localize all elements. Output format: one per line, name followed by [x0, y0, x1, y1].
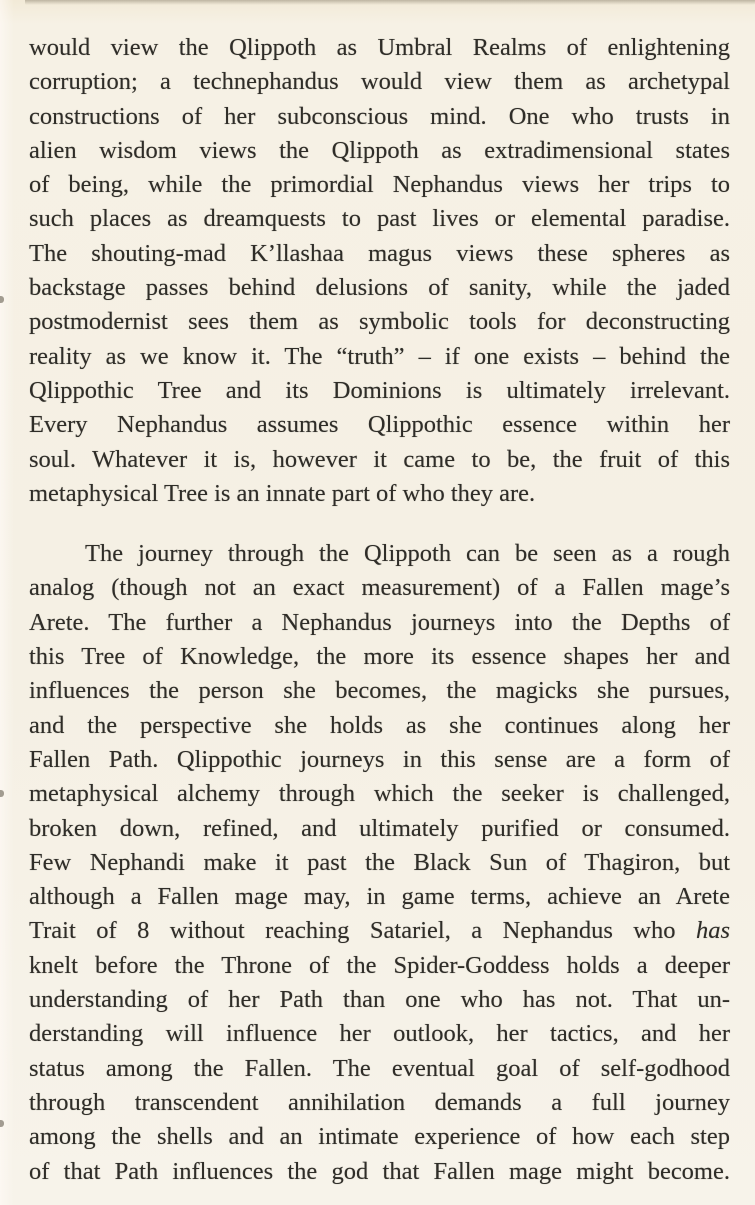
text-line: analog (though not an exact measurement) of a Fallen mage’s: [29, 574, 730, 602]
text-line: through transcendent annihilation demands a full journey: [29, 1088, 730, 1116]
text-line: of being, while the primordial Nephandus views her trips to: [29, 171, 730, 199]
text-line: Qlippothic Tree and its Dominions is ultimately irrelevant.: [29, 376, 730, 404]
text-line: backstage passes behind delusions of sanity, while the jaded: [29, 274, 730, 302]
text-line: knelt before the Throne of the Spider-Goddess holds a deeper: [29, 951, 730, 979]
text-line: alien wisdom views the Qlippoth as extradimensional states: [29, 136, 730, 164]
italic-word: has: [695, 917, 730, 945]
text-line: status among the Fallen. The eventual goal of self-godhood: [29, 1054, 730, 1082]
scan-edge-top: [25, 0, 755, 5]
body-text: [29, 31, 730, 1189]
text-line: of that Path influences the god that Fallen mage might become.: [29, 1157, 730, 1185]
text-line: Fallen Path. Qlippothic journeys in this sense are a form of: [29, 745, 730, 773]
text-line: would view the Qlippoth as Umbral Realms of enlightening: [29, 34, 730, 61]
text-line: corruption; a technephandus would view them as archetypal: [29, 68, 730, 96]
text-line: Trait of 8 without reaching Satariel, a Nephandus who has: [29, 917, 730, 945]
text-line: such places as dreamquests to past lives or elemental paradise.: [29, 205, 730, 233]
text-line: postmodernist sees them as symbolic tools for deconstructing: [29, 308, 730, 336]
text-line: soul. Whatever it is, however it came to be, the fruit of this: [29, 445, 730, 473]
text-line: this Tree of Knowledge, the more its essence shapes her and: [29, 643, 730, 671]
text-line: metaphysical alchemy through which the seeker is challenged,: [29, 780, 730, 808]
paragraph: [29, 31, 730, 511]
scan-artifact: [0, 1120, 4, 1127]
text-line: and the perspective she holds as she continues along her: [29, 711, 730, 739]
paragraph: [29, 537, 730, 1189]
text-line: constructions of her subconscious mind. One who trusts in: [29, 102, 730, 130]
text-line: Every Nephandus assumes Qlippothic essence within her: [29, 411, 730, 439]
text-line: broken down, refined, and ultimately purified or consumed.: [29, 814, 730, 842]
text-line: The journey through the Qlippoth can be seen as a rough: [85, 540, 730, 568]
scan-artifact: [0, 296, 4, 303]
text-line: Few Nephandi make it past the Black Sun of Thagiron, but: [29, 848, 730, 876]
text-line: understanding of her Path than one who has not. That un-: [29, 986, 730, 1014]
text-line: reality as we know it. The “truth” – if one exists – behind the: [29, 342, 730, 370]
text-line: influences the person she becomes, the magicks she pursues,: [29, 677, 730, 705]
paper-edge-left: [0, 0, 14, 1205]
text-line: The shouting-mad K’llashaa magus views these spheres as: [29, 239, 730, 267]
text-line: derstanding will influence her outlook, her tactics, and her: [29, 1020, 730, 1048]
text-line: among the shells and an intimate experience of how each step: [29, 1123, 730, 1151]
text-line: Arete. The further a Nephandus journeys into the Depths of: [29, 608, 730, 636]
text-line: metaphysical Tree is an innate part of who they are.: [29, 479, 536, 507]
text-line: although a Fallen mage may, in game terms, achieve an Arete: [29, 883, 730, 911]
scan-artifact: [0, 790, 4, 797]
